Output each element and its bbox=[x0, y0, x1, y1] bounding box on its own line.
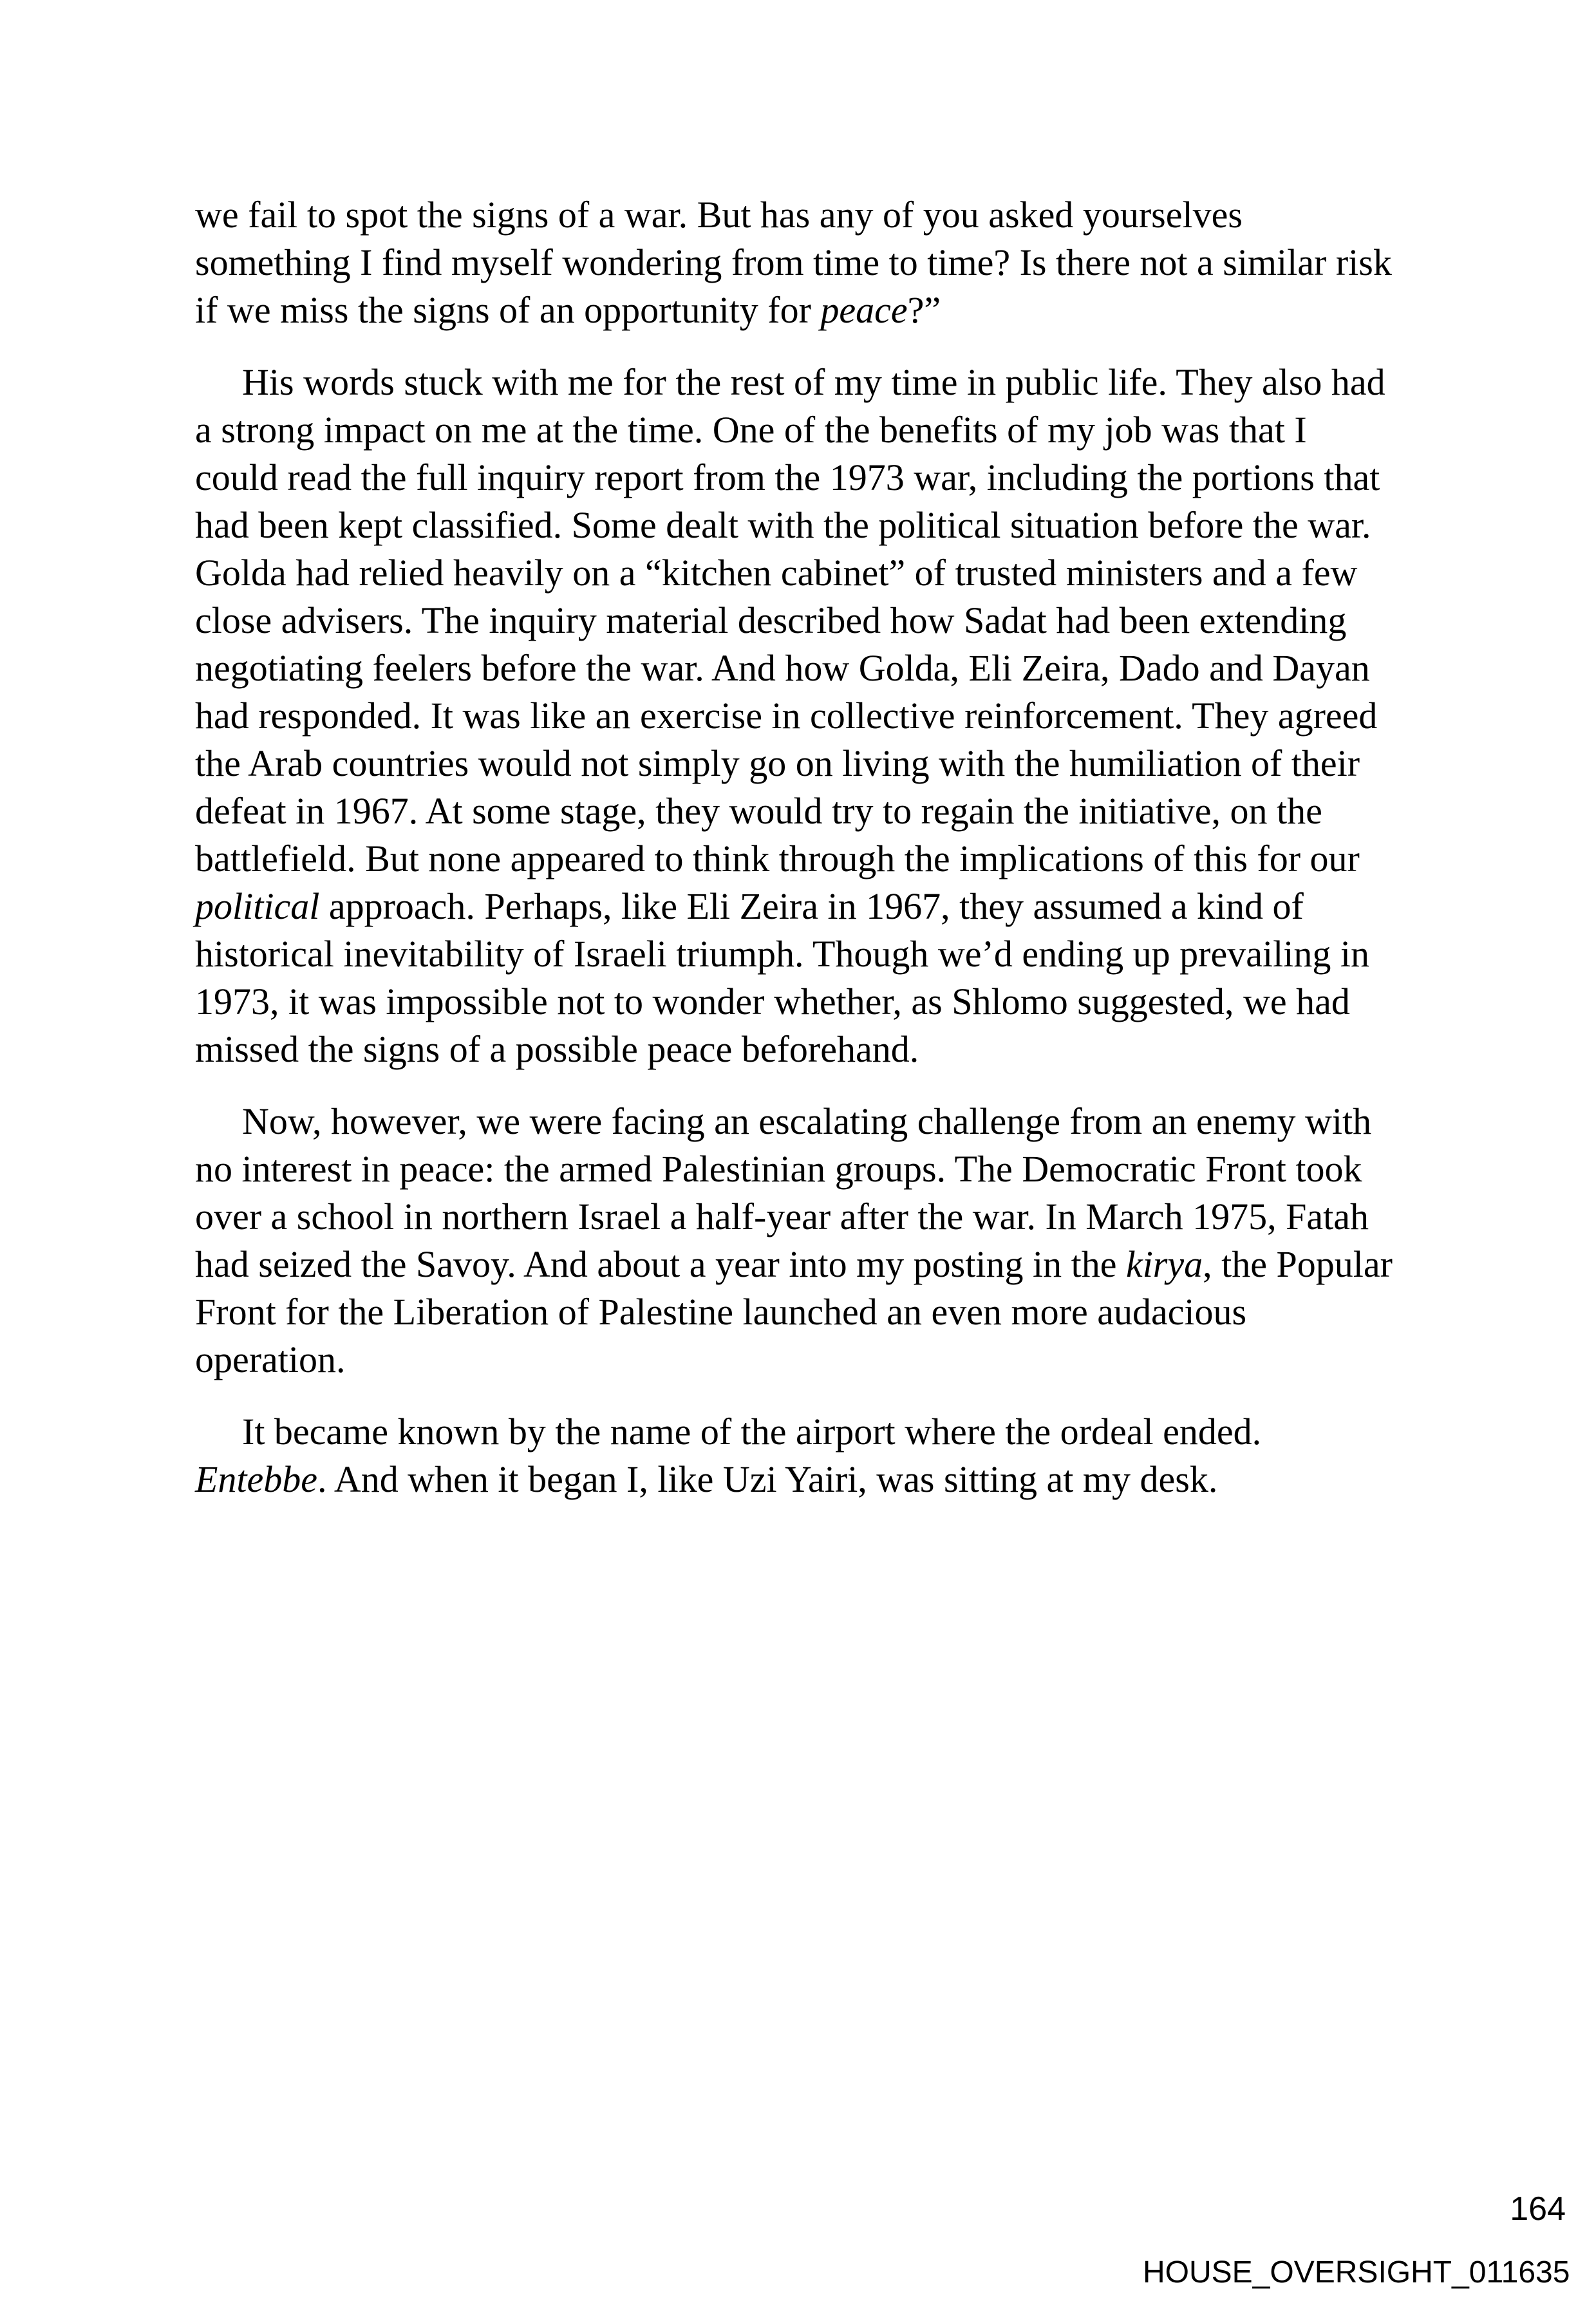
paragraph bbox=[195, 1098, 1405, 1384]
text-segment: had responded. It was like an exercise in collective reinforcement. They agreed bbox=[195, 695, 1378, 737]
text-line bbox=[195, 740, 1405, 787]
text-segment: Front for the Liberation of Palestine launched an even more audacious bbox=[195, 1291, 1247, 1333]
text-segment: ?” bbox=[907, 289, 941, 331]
text-segment: over a school in northern Israel a half-year after the war. In March 1975, Fatah bbox=[195, 1196, 1369, 1237]
text-segment: if we miss the signs of an opportunity for bbox=[195, 289, 821, 331]
text-line bbox=[195, 287, 1405, 334]
text-segment: we fail to spot the signs of a war. But has any of you asked yourselves bbox=[195, 194, 1243, 236]
text-line bbox=[195, 1456, 1405, 1503]
text-line bbox=[195, 1145, 1405, 1193]
text-line bbox=[195, 239, 1405, 287]
italic-text-segment: kirya bbox=[1125, 1243, 1203, 1285]
text-segment: something I find myself wondering from time to time? Is there not a similar risk bbox=[195, 241, 1392, 283]
text-line bbox=[195, 883, 1405, 930]
italic-text-segment: political bbox=[195, 885, 320, 927]
text-line bbox=[195, 978, 1405, 1026]
text-line bbox=[195, 1408, 1405, 1456]
text-line bbox=[195, 597, 1405, 644]
page-number: 164 bbox=[1510, 2190, 1566, 2228]
text-segment: , the Popular bbox=[1203, 1243, 1393, 1285]
text-line bbox=[195, 1098, 1405, 1145]
text-line bbox=[195, 787, 1405, 835]
text-line bbox=[195, 549, 1405, 597]
text-line bbox=[195, 454, 1405, 502]
text-line bbox=[195, 1193, 1405, 1241]
text-segment: the Arab countries would not simply go on living with the humiliation of their bbox=[195, 742, 1360, 784]
text-segment: could read the full inquiry report from the 1973 war, including the portions that bbox=[195, 456, 1380, 498]
text-segment: Golda had relied heavily on a “kitchen cabinet” of trusted ministers and a few bbox=[195, 552, 1358, 594]
text-line bbox=[195, 502, 1405, 549]
text-line bbox=[195, 1336, 1405, 1384]
text-segment: Now, however, we were facing an escalating challenge from an enemy with bbox=[242, 1100, 1372, 1142]
text-segment: . And when it began I, like Uzi Yairi, was sitting at my desk. bbox=[317, 1458, 1218, 1500]
text-line bbox=[195, 692, 1405, 740]
text-segment: a strong impact on me at the time. One of the benefits of my job was that I bbox=[195, 409, 1307, 451]
text-line bbox=[195, 644, 1405, 692]
text-segment: approach. Perhaps, like Eli Zeira in 1967, they assumed a kind of bbox=[319, 885, 1304, 927]
text-line bbox=[195, 1288, 1405, 1336]
text-line bbox=[195, 1026, 1405, 1073]
italic-text-segment: Entebbe bbox=[195, 1458, 318, 1500]
text-line bbox=[195, 1241, 1405, 1288]
text-segment: close advisers. The inquiry material described how Sadat had been extending bbox=[195, 599, 1347, 641]
paragraph bbox=[195, 191, 1405, 334]
text-line bbox=[195, 406, 1405, 454]
paragraph bbox=[195, 1408, 1405, 1503]
text-segment: negotiating feelers before the war. And how Golda, Eli Zeira, Dado and Dayan bbox=[195, 647, 1370, 689]
text-segment: had seized the Savoy. And about a year into my posting in the bbox=[195, 1243, 1126, 1285]
text-segment: missed the signs of a possible peace beforehand. bbox=[195, 1028, 919, 1070]
text-segment: 1973, it was impossible not to wonder whether, as Shlomo suggested, we had bbox=[195, 981, 1350, 1022]
bates-stamp: HOUSE_OVERSIGHT_011635 bbox=[1143, 2255, 1570, 2289]
text-line bbox=[195, 835, 1405, 883]
text-segment: It became known by the name of the airport where the ordeal ended. bbox=[242, 1411, 1262, 1452]
text-line bbox=[195, 359, 1405, 406]
paragraph bbox=[195, 359, 1405, 1073]
text-line bbox=[195, 191, 1405, 239]
text-segment: had been kept classified. Some dealt with the political situation before the war. bbox=[195, 504, 1371, 546]
body-text bbox=[195, 191, 1405, 1503]
text-segment: defeat in 1967. At some stage, they would try to regain the initiative, on the bbox=[195, 790, 1322, 832]
italic-text-segment: peace bbox=[820, 289, 908, 331]
text-segment: no interest in peace: the armed Palestinian groups. The Democratic Front took bbox=[195, 1148, 1362, 1190]
text-segment: historical inevitability of Israeli triumph. Though we’d ending up prevailing in bbox=[195, 933, 1369, 975]
text-line bbox=[195, 930, 1405, 978]
text-segment: battlefield. But none appeared to think through the implications of this for our bbox=[195, 838, 1360, 879]
text-segment: operation. bbox=[195, 1339, 346, 1380]
text-segment: His words stuck with me for the rest of my time in public life. They also had bbox=[242, 361, 1385, 403]
